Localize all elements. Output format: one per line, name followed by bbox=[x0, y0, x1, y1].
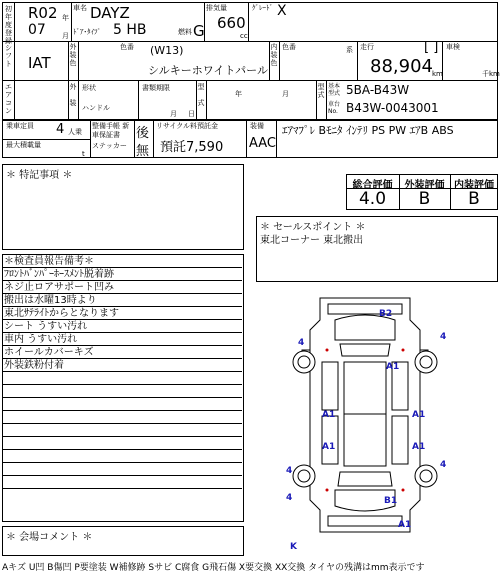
reg-month-unit: 月 bbox=[282, 90, 289, 98]
special-title: ＊ 特記事項 ＊ bbox=[6, 170, 73, 181]
mark-left-lower: 4 bbox=[286, 466, 293, 476]
mileage-bracket: [ ] bbox=[424, 40, 439, 55]
mark-right-a1-upper: A1 bbox=[386, 362, 400, 372]
mark-bottom-left: 4 bbox=[286, 493, 293, 503]
inspector-item: 搬出は水曜13時より bbox=[2, 294, 242, 307]
mark-right-a1-low: A1 bbox=[412, 442, 426, 452]
basic-model-label: 基本型式 bbox=[328, 83, 341, 97]
grade-label: ｸﾞﾚｰﾄﾞ bbox=[252, 4, 273, 12]
fuel-label: 燃料 bbox=[178, 28, 192, 36]
inspector-title: ＊検査員報告備考＊ bbox=[2, 255, 242, 268]
year-label: 初年度登録 bbox=[5, 5, 12, 45]
shift-label: シフト bbox=[5, 44, 12, 68]
reg-year-unit: 年 bbox=[235, 90, 242, 98]
ac-label: エアコン bbox=[5, 83, 12, 115]
inspector-item: ﾌﾛﾝﾄﾊﾞﾝﾊﾟｰﾎｰｽﾒﾝﾄ脱着跡 bbox=[2, 268, 242, 281]
mark-right-upper: 4 bbox=[440, 332, 447, 342]
inspector-item: ホイールカバーキズ bbox=[2, 346, 242, 359]
month-unit: 月 bbox=[62, 32, 69, 40]
sales-point-text: 東北コーナー 東北搬出 bbox=[260, 235, 364, 246]
inspector-item: シート うすい汚れ bbox=[2, 320, 242, 333]
carname: DAYZ bbox=[90, 4, 130, 22]
capacity-label: 乗車定員 bbox=[6, 122, 34, 130]
doc-day-unit: 日 bbox=[188, 110, 195, 118]
inspector-item: ネジ止ロアサポート凹み bbox=[2, 281, 242, 294]
color-code: (W13) bbox=[150, 44, 184, 57]
doors: 5 HB bbox=[113, 22, 147, 38]
sales-point-title: ＊ セールスポイント ＊ bbox=[260, 222, 366, 233]
year-era: R02 bbox=[28, 4, 58, 22]
inspector-item bbox=[2, 463, 242, 476]
inspector-item: 車内 うすい汚れ bbox=[2, 333, 242, 346]
maint-value: 後 bbox=[136, 126, 150, 141]
equipment: ｴｱﾏﾌﾟﾚ Bﾓﾆﾀ ｲﾝﾃﾘ PS PW ｴｱB ABS bbox=[282, 124, 454, 137]
recycle-label: リサイクル料預託金 bbox=[156, 122, 219, 130]
inspector-item bbox=[2, 372, 242, 385]
mark-left-a1-low: A1 bbox=[322, 442, 336, 452]
overall-label: 総合評価 bbox=[352, 180, 393, 191]
inspection-label: 車検 bbox=[446, 43, 460, 51]
sticker-label: ステッカー bbox=[92, 142, 127, 150]
chassis-label: 車台No. bbox=[328, 101, 341, 115]
shift: IAT bbox=[28, 54, 51, 72]
color-name: シルキーホワイトパール bbox=[148, 64, 268, 77]
fuel: G bbox=[193, 22, 205, 40]
mileage-unit: km bbox=[432, 70, 443, 78]
maint-label: 整備手帳 新車保証書 bbox=[92, 122, 130, 139]
inspector-item bbox=[2, 476, 242, 489]
capacity-unit: 人乗 bbox=[68, 128, 82, 136]
int-color-code-label: 系 bbox=[346, 46, 353, 54]
mark-right-lower: 4 bbox=[440, 460, 447, 470]
doc-month-unit: 月 bbox=[170, 110, 177, 118]
venue-title: ＊ 会場コメント ＊ bbox=[6, 532, 93, 543]
interior-label: 内装評価 bbox=[454, 180, 494, 191]
inspector-item bbox=[2, 450, 242, 463]
chassis: B43W-0043001 bbox=[346, 101, 439, 115]
max-load-unit: t bbox=[82, 150, 85, 158]
exterior-score: B bbox=[418, 189, 431, 209]
inspector-item: 外装鉄粉付着 bbox=[2, 359, 242, 372]
handle-label: ハンドル bbox=[82, 104, 110, 112]
inspection-unit: 千km bbox=[482, 70, 500, 78]
legend: Aキズ U凹 B傷凹 P要塗装 W補修跡 Sサビ C腐食 G飛石傷 X要交換 XX交換 タイヤの残溝はmm表示です bbox=[2, 563, 425, 573]
inspector-item bbox=[2, 437, 242, 450]
displacement: 660 bbox=[217, 14, 246, 32]
shape-label: 形状 bbox=[82, 84, 96, 92]
max-load-label: 最大積載量 bbox=[6, 141, 41, 149]
displacement-label: 排気量 bbox=[206, 4, 227, 12]
overall-score: 4.0 bbox=[358, 189, 387, 209]
year-unit: 年 bbox=[62, 14, 69, 22]
doors-label: ﾄﾞｱ･ﾀｲﾌﾟ bbox=[73, 28, 101, 36]
mileage-label: 走行 bbox=[360, 43, 374, 51]
ext-label: 外装色 bbox=[69, 43, 77, 67]
inspector-item bbox=[2, 424, 242, 437]
shape-vlabel: 外 装 bbox=[69, 83, 77, 107]
mark-top: B2 bbox=[379, 309, 393, 319]
mark-k: K bbox=[290, 542, 297, 552]
mark-rear: B1 bbox=[384, 496, 398, 506]
capacity: 4 bbox=[56, 122, 65, 137]
mark-left-a1-mid: A1 bbox=[322, 410, 336, 420]
mark-rear-a1: A1 bbox=[398, 520, 412, 530]
model-label: 型式 bbox=[317, 83, 325, 99]
color-label: 色番 bbox=[120, 43, 134, 51]
month: 07 bbox=[28, 22, 46, 38]
mileage: 88,904 bbox=[370, 56, 433, 77]
displacement-unit: cc bbox=[240, 32, 248, 40]
interior-score: B bbox=[468, 189, 480, 209]
recycle-value: 預託7,590 bbox=[160, 140, 224, 155]
sticker-value: 無 bbox=[136, 144, 150, 159]
carname-label: 車名 bbox=[73, 4, 87, 12]
mark-left-upper: 4 bbox=[298, 338, 305, 348]
equip-label: 装備 bbox=[250, 122, 264, 130]
mark-right-a1-mid: A1 bbox=[412, 410, 426, 420]
int-label: 内装色 bbox=[270, 43, 278, 67]
inspector-item: 東北ｻﾃﾗｲﾄからとなります bbox=[2, 307, 242, 320]
inspector-item bbox=[2, 411, 242, 424]
inspector-item bbox=[2, 398, 242, 411]
model: 5BA-B43W bbox=[346, 83, 410, 97]
int-color-label: 色番 bbox=[282, 43, 296, 51]
grade: X bbox=[277, 3, 287, 19]
steering: AAC bbox=[249, 136, 276, 151]
doc-label: 書類期限 bbox=[142, 84, 170, 92]
inspector-item bbox=[2, 385, 242, 398]
exterior-label: 外装評価 bbox=[404, 180, 445, 191]
chassis-side-label: 型 式 bbox=[197, 83, 205, 107]
